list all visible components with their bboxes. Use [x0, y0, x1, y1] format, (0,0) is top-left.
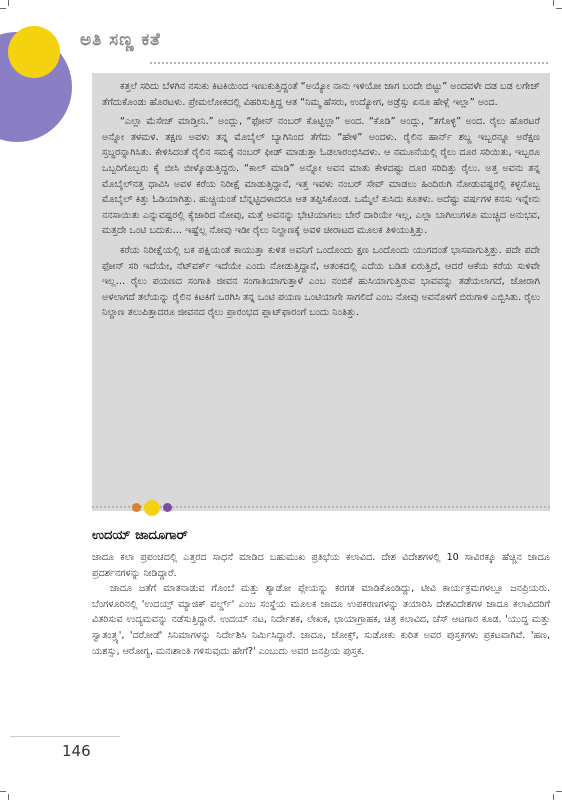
story-paragraph: ಕರೆಯ ನಿರೀಕ್ಷೆಯಲ್ಲಿ ಬಕ ಪಕ್ಷಿಯಂತೆ ಕಾಯುತ್ತಾ ಕುಳಿತ ಅವನಿಗೆ ಒಂದೊಂದು ಕ್ಷಣ ಒಂದೊಂದು ಯುಗದಂತೆ ಭಾಸವಾಗುತ್ತಿತ್ತು. ಪದೇ ಪದೇ ಫೋನ್ ಸರಿ ಇದೆಯೇ, ನೆಟ್‌ವರ್ಕ್ ಇದೆಯೇ ಎಂದು ನೋಡುತ್ತಿದ್ದಾನೆ, ಆತಂಕದಲ್ಲಿ ಎದೆಯ ಬಡಿತ ಏರುತ್ತಿದೆ, ಆದರೆ ಆಕೆಯ ಕರೆಯ ಸುಳಿವೇ ಇಲ್ಲ… ರೈಲು ಪಯಣದ ಸಂಗಾತಿ ಜೀವನ ಸಂಗಾತಿಯಾಗುತ್ತಾಳೆ ಎಂಬ ನಂಬಿಕೆ ಹುಸಿಯಾಗುತ್ತಿರುವ ಭಾವವನ್ನು ತಡೆಯಲಾಗದೆ, ಜೋರಾಗಿ ಅಳಲಾಗದೆ ತಲೆಯನ್ನು ರೈಲಿನ ಕಿಟಕಿಗೆ ಒರಗಿಸಿ ತನ್ನ ಒಂಟಿ ಪಯಣ ಒಂಟಿಯಾಗೇ ಸಾಗಲಿದೆ ಎಂಬ ನೋವು ಅವನೊಳಗೆ ಬಿರುಗಾಳಿ ಎಬ್ಬಿಸಿತು. ರೈಲು ನಿಲ್ದಾಣ ತಲುಪಿತ್ತಾದರೂ ಜೀವನದ ರೈಲು ಪ್ರಾರಂಭದ ಪ್ಲಾಟ್‌ಫಾರಂಗೆ ಬಂದು ನಿಂತಿತ್ತು.: [102, 244, 540, 319]
divider-dot-purple: [163, 503, 172, 512]
story-paragraph: ಕತ್ತಲೆ ಸರಿದು ಬೆಳಗಿನ ನಸುಕು ಕಿಟಕಿಯಿಂದ ಇಣುಕುತ್ತಿದ್ದಂತೆ “ಅಯ್ಯೋ ನಾನು ಇಳಿಯೋ ಜಾಗ ಬಂದೇ ಬಿಟ್ಟು” ಅಂದವಳೇ ದಡ ಬಡ ಲಗೇಜ್ ತೆಗೆದುಕೊಂಡು ಹೊರಟಳು. ಪ್ರೇಮಲೋಕದಲ್ಲಿ ವಿಹರಿಸುತ್ತಿದ್ದ ಆತ “ನಿಮ್ಮ ಹೆಸರು, ಉದ್ಯೋಗ, ಅಡ್ರೆಸ್ಸು ಏನೂ ಹೇಳ್ಲೆ ಇಲ್ಲಾ” ಅಂದ.: [102, 81, 540, 108]
crop-mark: [8, 794, 9, 800]
title-divider: [150, 62, 548, 64]
page-number: 146: [62, 742, 91, 760]
story-paragraph: “ಎಲ್ಲಾ ಮೆಸೇಜ್ ಮಾಡ್ತೀನಿ.” ಅಂದ್ಲು, “ಫೋನ್ ನಂಬರ್ ಕೊಟ್ಟಿಲ್ಲಾ” ಅಂದ. “ಕೊಡಿ” ಅಂದ್ಲು, “ತಗೊಳ್ಳಿ” ಅಂದ. ರೈಲು ಹೊರಟರೆ ಅನ್ನೋ ತಳಮಳ. ತಕ್ಷಣ ಅವಳು ತನ್ನ ಮೊಬೈಲ್ ಬ್ಯಾಗಿನಿಂದ ತೆಗೆದು “ಹೇಳಿ” ಅಂದಳು. ರೈಲಿನ ಹಾರ್ನ್ ಶಬ್ದ ಇಬ್ಬರನ್ನೂ ಅರೆಕ್ಷಣ ಸ್ತಬ್ಧರನ್ನಾಗಿಸಿತು. ಕೇಳಿಸಿದಂತೆ ರೈಲಿನ ಸಮಕ್ಕೆ ನಂಬರ್ ಫೀಡ್ ಮಾಡುತ್ತಾ ಓಡಲಾರಂಭಿಸಿದಳು. ಆ ನಮೂನೆಯಲ್ಲಿ ರೈಲು ದೂರ ಸರಿಯಿತು, ಇಬ್ಬರೂ ಒಬ್ಬರಿಗೊಬ್ಬರು ಕೈ ಬೀಸಿ ಬೀಳ್ಕೊಡುತ್ತಿದ್ದರು. “ಕಾಲ್ ಮಾಡಿ” ಅನ್ನೋ ಅವನ ಮಾತು ಕೇಳದಷ್ಟು ದೂರ ಸರಿದಿತ್ತು ರೈಲು. ಅತ್ತ ಅವನು ತನ್ನ ಮೊಬೈಲ್‌ನತ್ತ ಧಾವಿಸಿ ಅವಳ ಕರೆಯ ನಿರೀಕ್ಷೆ ಮಾಡುತ್ತಿದ್ದಾನೆ, ಇತ್ತ ಇವಳು ನಂಬರ್ ಸೇವ್ ಮಾಡಲು ಹಿಂದಿರುಗಿ ನೋಡುವಷ್ಟರಲ್ಲಿ ಕಳ್ಳನೊಬ್ಬ ಮೊಬೈಲ್ ಕಿತ್ತು ಓಡಿಯಾಗಿತ್ತು. ಹುಚ್ಚಿಯಂತೆ ಬೆನ್ನಟ್ಟಿದಳಾದರೂ ಆತ ತಪ್ಪಿಸಿಕೊಂಡ. ಒಮ್ಮೆಲೆ ಕುಸಿದು ಕೂತಳು. ಅದೆಷ್ಟು ವರ್ಷಗಳ ಕನಸು ಇನ್ನೇನು ನನಸಾಯಿತು ಎನ್ನುವಷ್ಟರಲ್ಲಿ ಕೈಜಾರಿದ ನೋವು, ಮತ್ತೆ ಅವನನ್ನು ಭೇಟಿಯಾಗಲು ಬೇರೆ ದಾರಿಯೇ ಇಲ್ಲ, ಎಲ್ಲಾ ಬಾಗಿಲುಗಳೂ ಮುಚ್ಚಿದ ಅನುಭವ, ಮತ್ತದೇ ಒಂಟಿ ಬದುಕು… ಇಷ್ಟೆಲ್ಲ ನೋವು ಇಡೀ ರೈಲು ನಿಲ್ದಾಣಕ್ಕೆ ಅವಳ ಚೀರಾಟದ ಮೂಲಕ ತಿಳಿಯುತ್ತಿತ್ತು.: [102, 116, 540, 237]
crop-mark: [0, 791, 6, 792]
bio-text: [92, 550, 550, 659]
bio-paragraph: ಜಾದೂ ಕಲಾ ಪ್ರಪಂಚದಲ್ಲಿ ಎತ್ತರದ ಸಾಧನೆ ಮಾಡಿದ ಬಹುಮುಖ ಪ್ರತಿಭೆಯ ಕಲಾವಿದ. ದೇಶ ವಿದೇಶಗಳಲ್ಲಿ 10 ಸಾವಿರಕ್ಕೂ ಹೆಚ್ಚಿನ ಜಾದೂ ಪ್ರದರ್ಶನಗಳನ್ನು ನೀಡಿದ್ದಾರೆ.: [92, 552, 550, 579]
divider-dot-orange: [132, 503, 141, 512]
crop-mark: [556, 791, 562, 792]
crop-mark: [556, 8, 562, 9]
divider-dot-yellow: [144, 500, 160, 516]
crop-mark: [553, 0, 554, 6]
crop-mark: [0, 8, 6, 9]
decorative-circle-yellow: [8, 26, 60, 78]
crop-mark: [8, 0, 9, 6]
section-divider: [92, 500, 550, 514]
page-title: ಅತಿ ಸಣ್ಣ ಕತೆ: [80, 30, 161, 50]
bio-heading: ಉದಯ್ ಜಾದೂಗಾರ್: [92, 528, 188, 543]
page-number-rule: [10, 736, 120, 737]
crop-mark: [553, 794, 554, 800]
story-box: [92, 73, 550, 511]
bio-paragraph: ಜಾದೂ ಜತೆಗೆ ಮಾತನಾಡುವ ಗೊಂಬೆ ಮತ್ತು ಶ್ಯಾಡೋ ಪ್ಲೇಯನ್ನು ಕರಗತ ಮಾಡಿಕೊಂಡಿದ್ದು, ಟೀವಿ ಕಾರ್ಯಕ್ರಮಗಳಲ್ಲೂ ಜನಪ್ರಿಯರು. ಬೆಂಗಳೂರಿನಲ್ಲಿ 'ಉದಯ್ಸ್ ಮ್ಯಾಜಿಕ್ ವರ್ಲ್ಡ್' ಎಂಬ ಸಂಸ್ಥೆಯ ಮೂಲಕ ಜಾದೂ ಉಪಕರಣಗಳನ್ನು ತಯಾರಿಸಿ ದೇಶವಿದೇಶಗಳ ಜಾದೂ ಕಲಾವಿದರಿಗೆ ವಿತರಿಸುವ ಉದ್ಯಮವನ್ನು ನಡೆಸುತ್ತಿದ್ದಾರೆ. ಉದಯ್ ನಟ, ನಿರ್ದೇಶಕ, ಲೇಖಕ, ಛಾಯಾಗ್ರಾಹಕ, ಚಿತ್ರ ಕಲಾವಿದ, ಚೆಸ್ ಆಟಗಾರ ಕೂಡ. 'ಯುದ್ಧ ಮತ್ತು ಸ್ವಾತಂತ್ರ್ಯ', 'ದರೋಡೆ' ಸಿನಿಮಾಗಳನ್ನು ನಿರ್ದೇಶಿಸಿ ನಿರ್ಮಿಸಿದ್ದಾರೆ. ಜಾದೂ, ಜೋಕ್ಸ್, ಸುಡೋಕು ಕುರಿತ ಅವರ ಪುಸ್ತಕಗಳು ಪ್ರಕಟವಾಗಿವೆ. 'ಹಣ, ಯಶಸ್ಸು, ಆರೋಗ್ಯ, ಮನಃಶಾಂತಿ ಗಳಿಸುವುದು ಹೇಗೆ?' ಎಂಬುದು ಅವರ ಜನಪ್ರಿಯ ಪುಸ್ತಕ.: [92, 583, 550, 657]
